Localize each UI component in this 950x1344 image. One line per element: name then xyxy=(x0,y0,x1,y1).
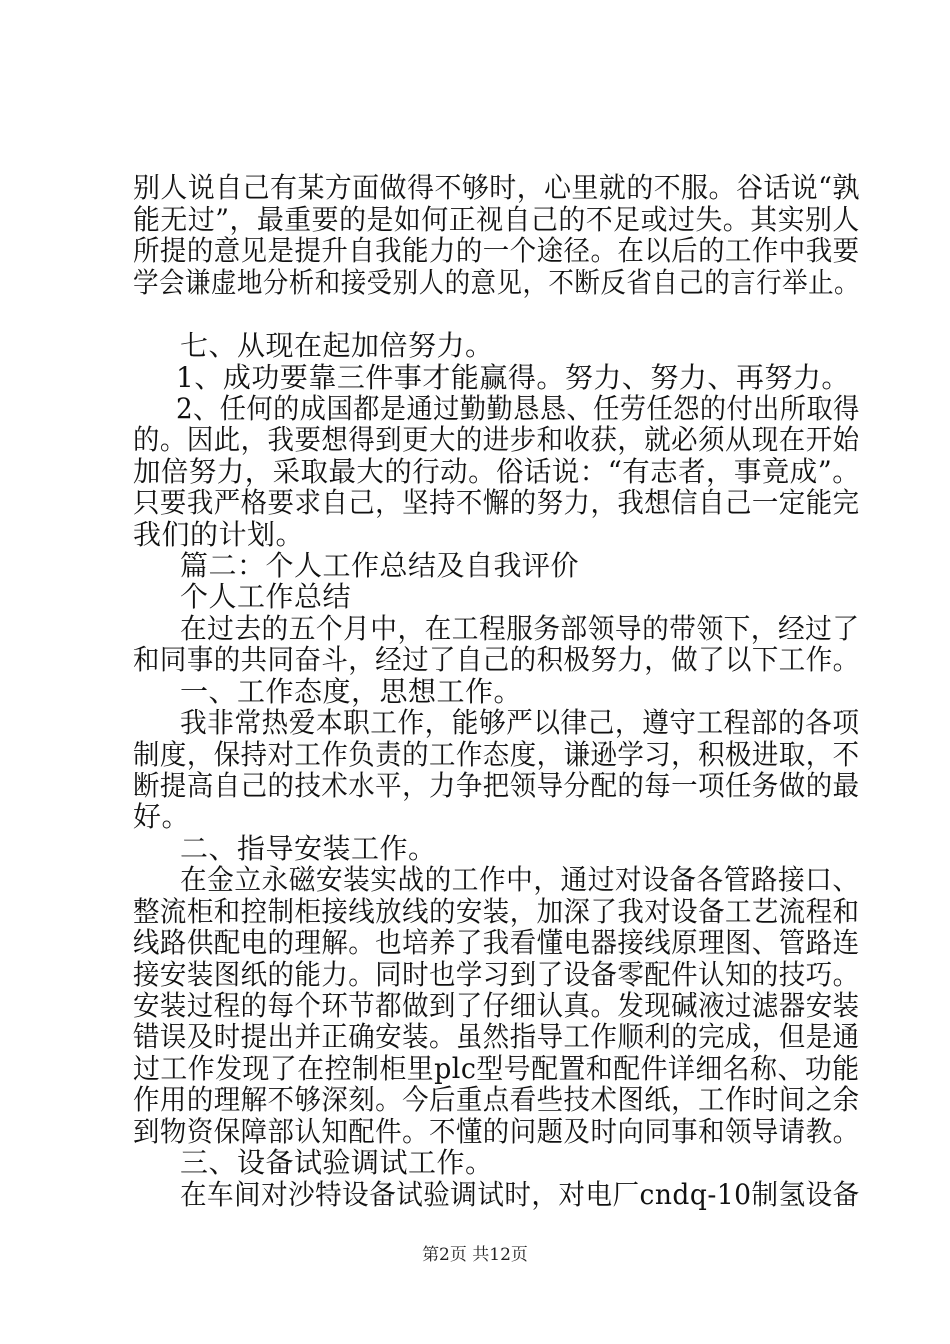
text-line: 安装过程的每个环节都做到了仔细认真。发现碱液过滤器安装 xyxy=(133,989,860,1022)
text-line: 我们的计划。 xyxy=(133,518,305,551)
section-heading: 篇二：个人工作总结及自我评价 xyxy=(180,549,580,582)
section-heading: 三、设备试验调试工作。 xyxy=(180,1146,494,1179)
text-line: 作用的理解不够深刻。今后重点看些技术图纸，工作时间之余 xyxy=(133,1083,860,1116)
section-heading: 个人工作总结 xyxy=(180,580,352,613)
text-line: 只要我严格要求自己，坚持不懈的努力，我想信自己一定能完 xyxy=(133,486,860,519)
text-line: 所提的意见是提升自我能力的一个途径。在以后的工作中我要 xyxy=(133,234,860,267)
text-line: 别人说自己有某方面做得不够时，心里就的不服。谷话说“孰 xyxy=(133,171,860,204)
text-line: 到物资保障部认知配件。不懂的问题及时向同事和领导请教。 xyxy=(133,1115,860,1148)
text-line: 的。因此，我要想得到更大的进步和收获，就必须从现在开始 xyxy=(133,423,860,456)
section-heading: 二、指导安装工作。 xyxy=(180,832,437,865)
text-line: 线路供配电的理解。也培养了我看懂电器接线原理图、管路连 xyxy=(133,926,860,959)
text-line: 接安装图纸的能力。同时也学习到了设备零配件认知的技巧。 xyxy=(133,958,860,991)
text-line: 制度，保持对工作负责的工作态度，谦逊学习，积极进取，不 xyxy=(133,738,860,771)
text-line: 和同事的共同奋斗，经过了自己的积极努力，做了以下工作。 xyxy=(133,643,860,676)
text-line: 我非常热爱本职工作，能够严以律己，遵守工程部的各项 xyxy=(180,706,860,739)
text-line: 过工作发现了在控制柜里plc型号配置和配件详细名称、功能 xyxy=(133,1052,860,1085)
text-line: 断提高自己的技术水平，力争把领导分配的每一项任务做的最 xyxy=(133,769,860,802)
text-line: 学会谦虚地分析和接受别人的意见，不断反省自己的言行举止。 xyxy=(133,266,861,299)
text-line: 错误及时提出并正确安装。虽然指导工作顺利的完成，但是通 xyxy=(133,1020,860,1053)
page-number: 第2页 共12页 xyxy=(422,1245,528,1265)
section-heading: 一、工作态度，思想工作。 xyxy=(180,675,523,708)
section-heading: 七、从现在起加倍努力。 xyxy=(180,329,494,362)
text-line: 能无过”，最重要的是如何正视自己的不足或过失。其实别人 xyxy=(133,203,860,236)
text-line: 在过去的五个月中，在工程服务部领导的带领下，经过了 xyxy=(180,612,860,645)
text-line: 整流柜和控制柜接线放线的安装，加深了我对设备工艺流程和 xyxy=(133,895,860,928)
text-line: 2、任何的成国都是通过勤勤恳恳、任劳任怨的付出所取得 xyxy=(176,392,860,425)
text-line: 1、成功要靠三件事才能赢得。努力、努力、再努力。 xyxy=(176,361,850,394)
text-line: 好。 xyxy=(133,800,191,833)
text-line: 在金立永磁安装实战的工作中，通过对设备各管路接口、 xyxy=(180,863,860,896)
text-line: 在车间对沙特设备试验调试时，对电厂cndq-10制氢设备 xyxy=(180,1178,860,1211)
text-line: 加倍努力，采取最大的行动。俗话说：“有志者，事竟成”。 xyxy=(133,455,861,488)
